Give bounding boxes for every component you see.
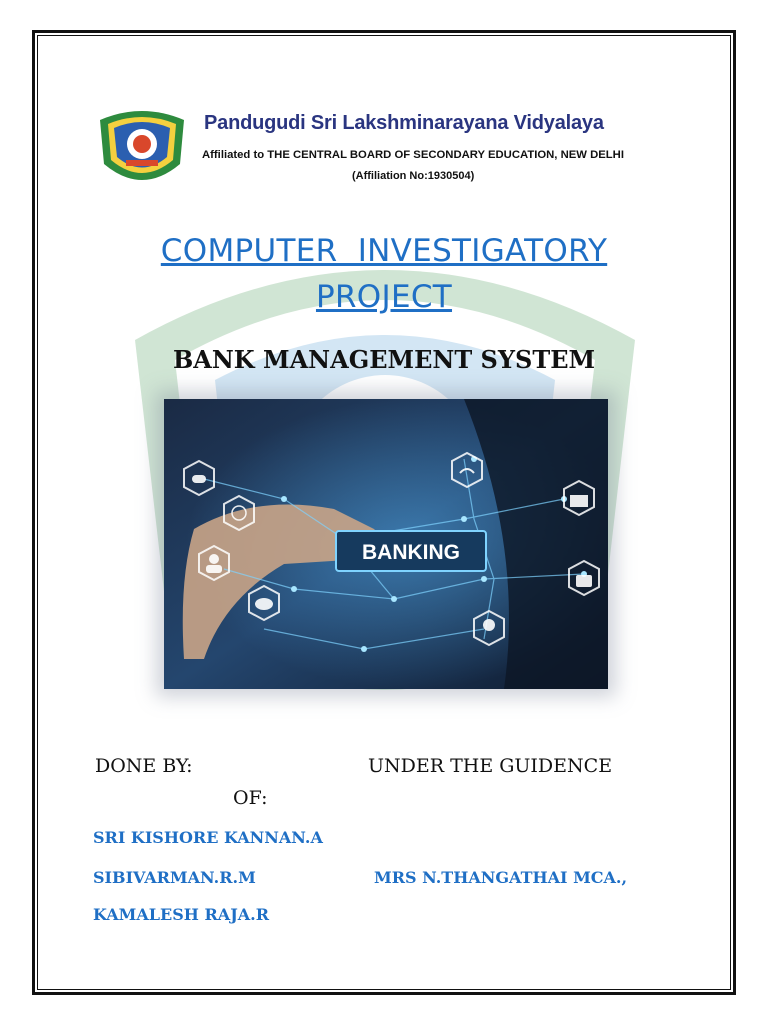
project-title	[60, 228, 708, 320]
done-by-label: DONE BY:	[95, 755, 193, 777]
banking-label: BANKING	[362, 541, 460, 564]
teacher-name: MRS N.THANGATHAI MCA.,	[374, 868, 628, 887]
affiliation-number: (Affiliation No:1930504)	[352, 170, 475, 182]
guidance-of-label: OF:	[233, 787, 268, 809]
student-name: KAMALESH RAJA.R	[93, 905, 270, 924]
school-header	[96, 102, 696, 192]
student-name: SIBIVARMAN.R.M	[93, 868, 256, 887]
project-subtitle: BANK MANAGEMENT SYSTEM	[172, 345, 596, 374]
student-name: SRI KISHORE KANNAN.A	[93, 828, 323, 847]
guidance-label: UNDER THE GUIDENCE	[368, 755, 613, 777]
project-title-line1: COMPUTER INVESTIGATORY	[160, 233, 608, 269]
banking-banner-image	[164, 399, 608, 689]
project-title-line2: PROJECT	[315, 279, 453, 315]
school-logo	[96, 108, 188, 188]
school-name: Pandugudi Sri Lakshminarayana Vidyalaya	[204, 112, 604, 134]
affiliation-text: Affiliated to THE CENTRAL BOARD OF SECONDARY EDUCATION, NEW DELHI	[202, 149, 624, 161]
